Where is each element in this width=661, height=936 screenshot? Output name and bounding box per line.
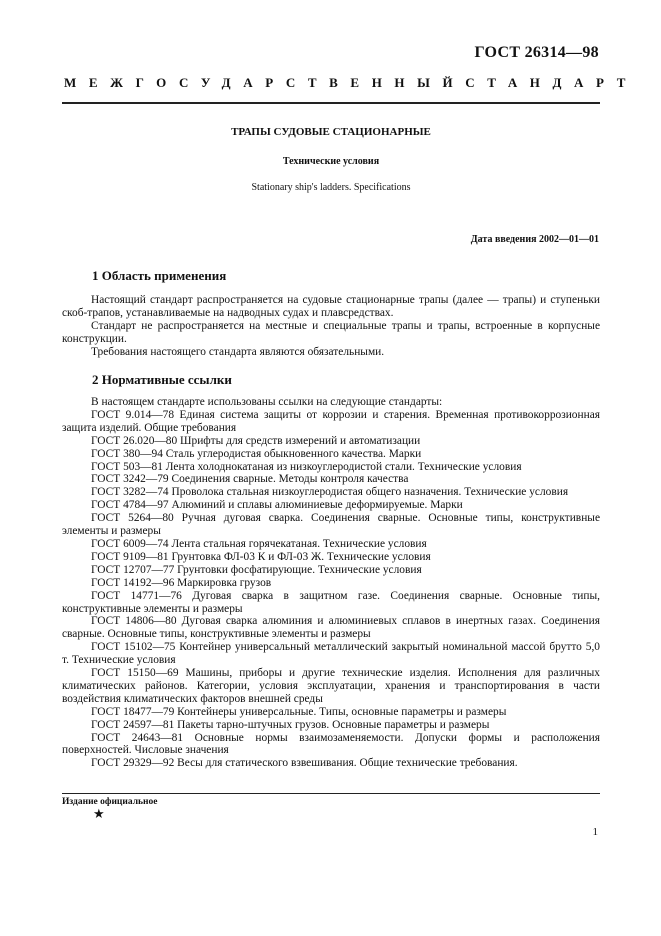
reference-item: ГОСТ 15102—75 Контейнер универсальный металлический закрытый номинальной массой брутто 5,0 т. Технические условия <box>62 641 600 667</box>
document-subtitle: Технические условия <box>282 156 380 167</box>
reference-item: ГОСТ 6009—74 Лента стальная горячекатаная. Технические условия <box>91 537 427 550</box>
header-divider <box>62 102 600 104</box>
reference-item: ГОСТ 15150—69 Машины, приборы и другие технические изделия. Исполнения для различных климатических районов. Категории, условия эксплуатации, хранения и транспортирования в части воздействия климатических факторов внешней среды <box>62 667 600 705</box>
footer-divider <box>62 793 600 794</box>
reference-item: ГОСТ 26.020—80 Шрифты для средств измерений и автоматизации <box>91 434 421 447</box>
reference-item: ГОСТ 14192—96 Маркировка грузов <box>91 576 272 589</box>
section-1-body <box>62 294 600 359</box>
paragraph: Требования настоящего стандарта являются обязательными. <box>91 345 385 358</box>
star-icon: ★ <box>93 806 105 821</box>
section-2-heading: 2 Нормативные ссылки <box>92 372 232 387</box>
document-code: ГОСТ 26314—98 <box>474 44 599 61</box>
reference-item: ГОСТ 5264—80 Ручная дуговая сварка. Соединения сварные. Основные типы, конструктивные элементы и размеры <box>62 512 600 538</box>
reference-item: ГОСТ 503—81 Лента холоднокатаная из низкоуглеродистой стали. Технические условия <box>91 460 522 473</box>
reference-item: ГОСТ 9.014—78 Единая система защиты от коррозии и старения. Временная противокоррозионная защита изделий. Общие требования <box>62 408 600 434</box>
interstate-standard-banner <box>64 75 639 91</box>
interstate-word: МЕЖГОСУДАРСТВЕННЫЙ <box>64 75 466 90</box>
reference-item: ГОСТ 4784—97 Алюминий и сплавы алюминиевые деформируемые. Марки <box>91 499 463 512</box>
introduction-date: Дата введения 2002—01—01 <box>470 234 599 245</box>
reference-item: ГОСТ 24643—81 Основные нормы взаимозаменяемости. Допуски формы и расположения поверхностей. Числовые значения <box>62 731 600 757</box>
standard-word: СТАНДАРТ <box>465 75 639 90</box>
paragraph: Стандарт не распространяется на местные и специальные трапы и трапы, встроенные в корпусные конструкции. <box>62 319 600 345</box>
reference-item: ГОСТ 24597—81 Пакеты тарно-штучных грузов. Основные параметры и размеры <box>91 718 490 731</box>
section-2-body <box>62 396 600 770</box>
document-title-english: Stationary ship's ladders. Specifications <box>251 182 411 193</box>
reference-item: ГОСТ 12707—77 Грунтовки фосфатирующие. Технические условия <box>91 563 422 576</box>
reference-item: ГОСТ 29329—92 Весы для статического взвешивания. Общие технические требования. <box>91 757 518 770</box>
page-number: 1 <box>592 826 598 838</box>
reference-item: ГОСТ 3282—74 Проволока стальная низкоуглеродистая общего назначения. Технические условия <box>91 486 569 499</box>
section-1-heading: 1 Область применения <box>92 268 227 283</box>
paragraph: Настоящий стандарт распространяется на судовые стационарные трапы (далее — трапы) и ступеньки скоб-трапов, устанавливаемые на надводных судах и плавсредствах. <box>62 294 600 319</box>
paragraph: В настоящем стандарте использованы ссылки на следующие стандарты: <box>91 396 443 408</box>
reference-item: ГОСТ 18477—79 Контейнеры универсальные. Типы, основные параметры и размеры <box>91 705 507 718</box>
reference-item: ГОСТ 14806—80 Дуговая сварка алюминия и алюминиевых сплавов в инертных газах. Соединения сварные. Основные типы, конструктивные элементы и размеры <box>62 615 600 641</box>
official-edition-label: Издание официальное <box>62 797 158 807</box>
reference-item: ГОСТ 14771—76 Дуговая сварка в защитном газе. Соединения сварные. Основные типы, конструктивные элементы и размеры <box>62 589 600 615</box>
document-title: ТРАПЫ СУДОВЫЕ СТАЦИОНАРНЫЕ <box>231 126 431 138</box>
reference-item: ГОСТ 380—94 Сталь углеродистая обыкновенного качества. Марки <box>91 447 422 460</box>
reference-item: ГОСТ 3242—79 Соединения сварные. Методы контроля качества <box>91 473 409 486</box>
reference-item: ГОСТ 9109—81 Грунтовка ФЛ-03 К и ФЛ-03 Ж. Технические условия <box>91 550 431 563</box>
